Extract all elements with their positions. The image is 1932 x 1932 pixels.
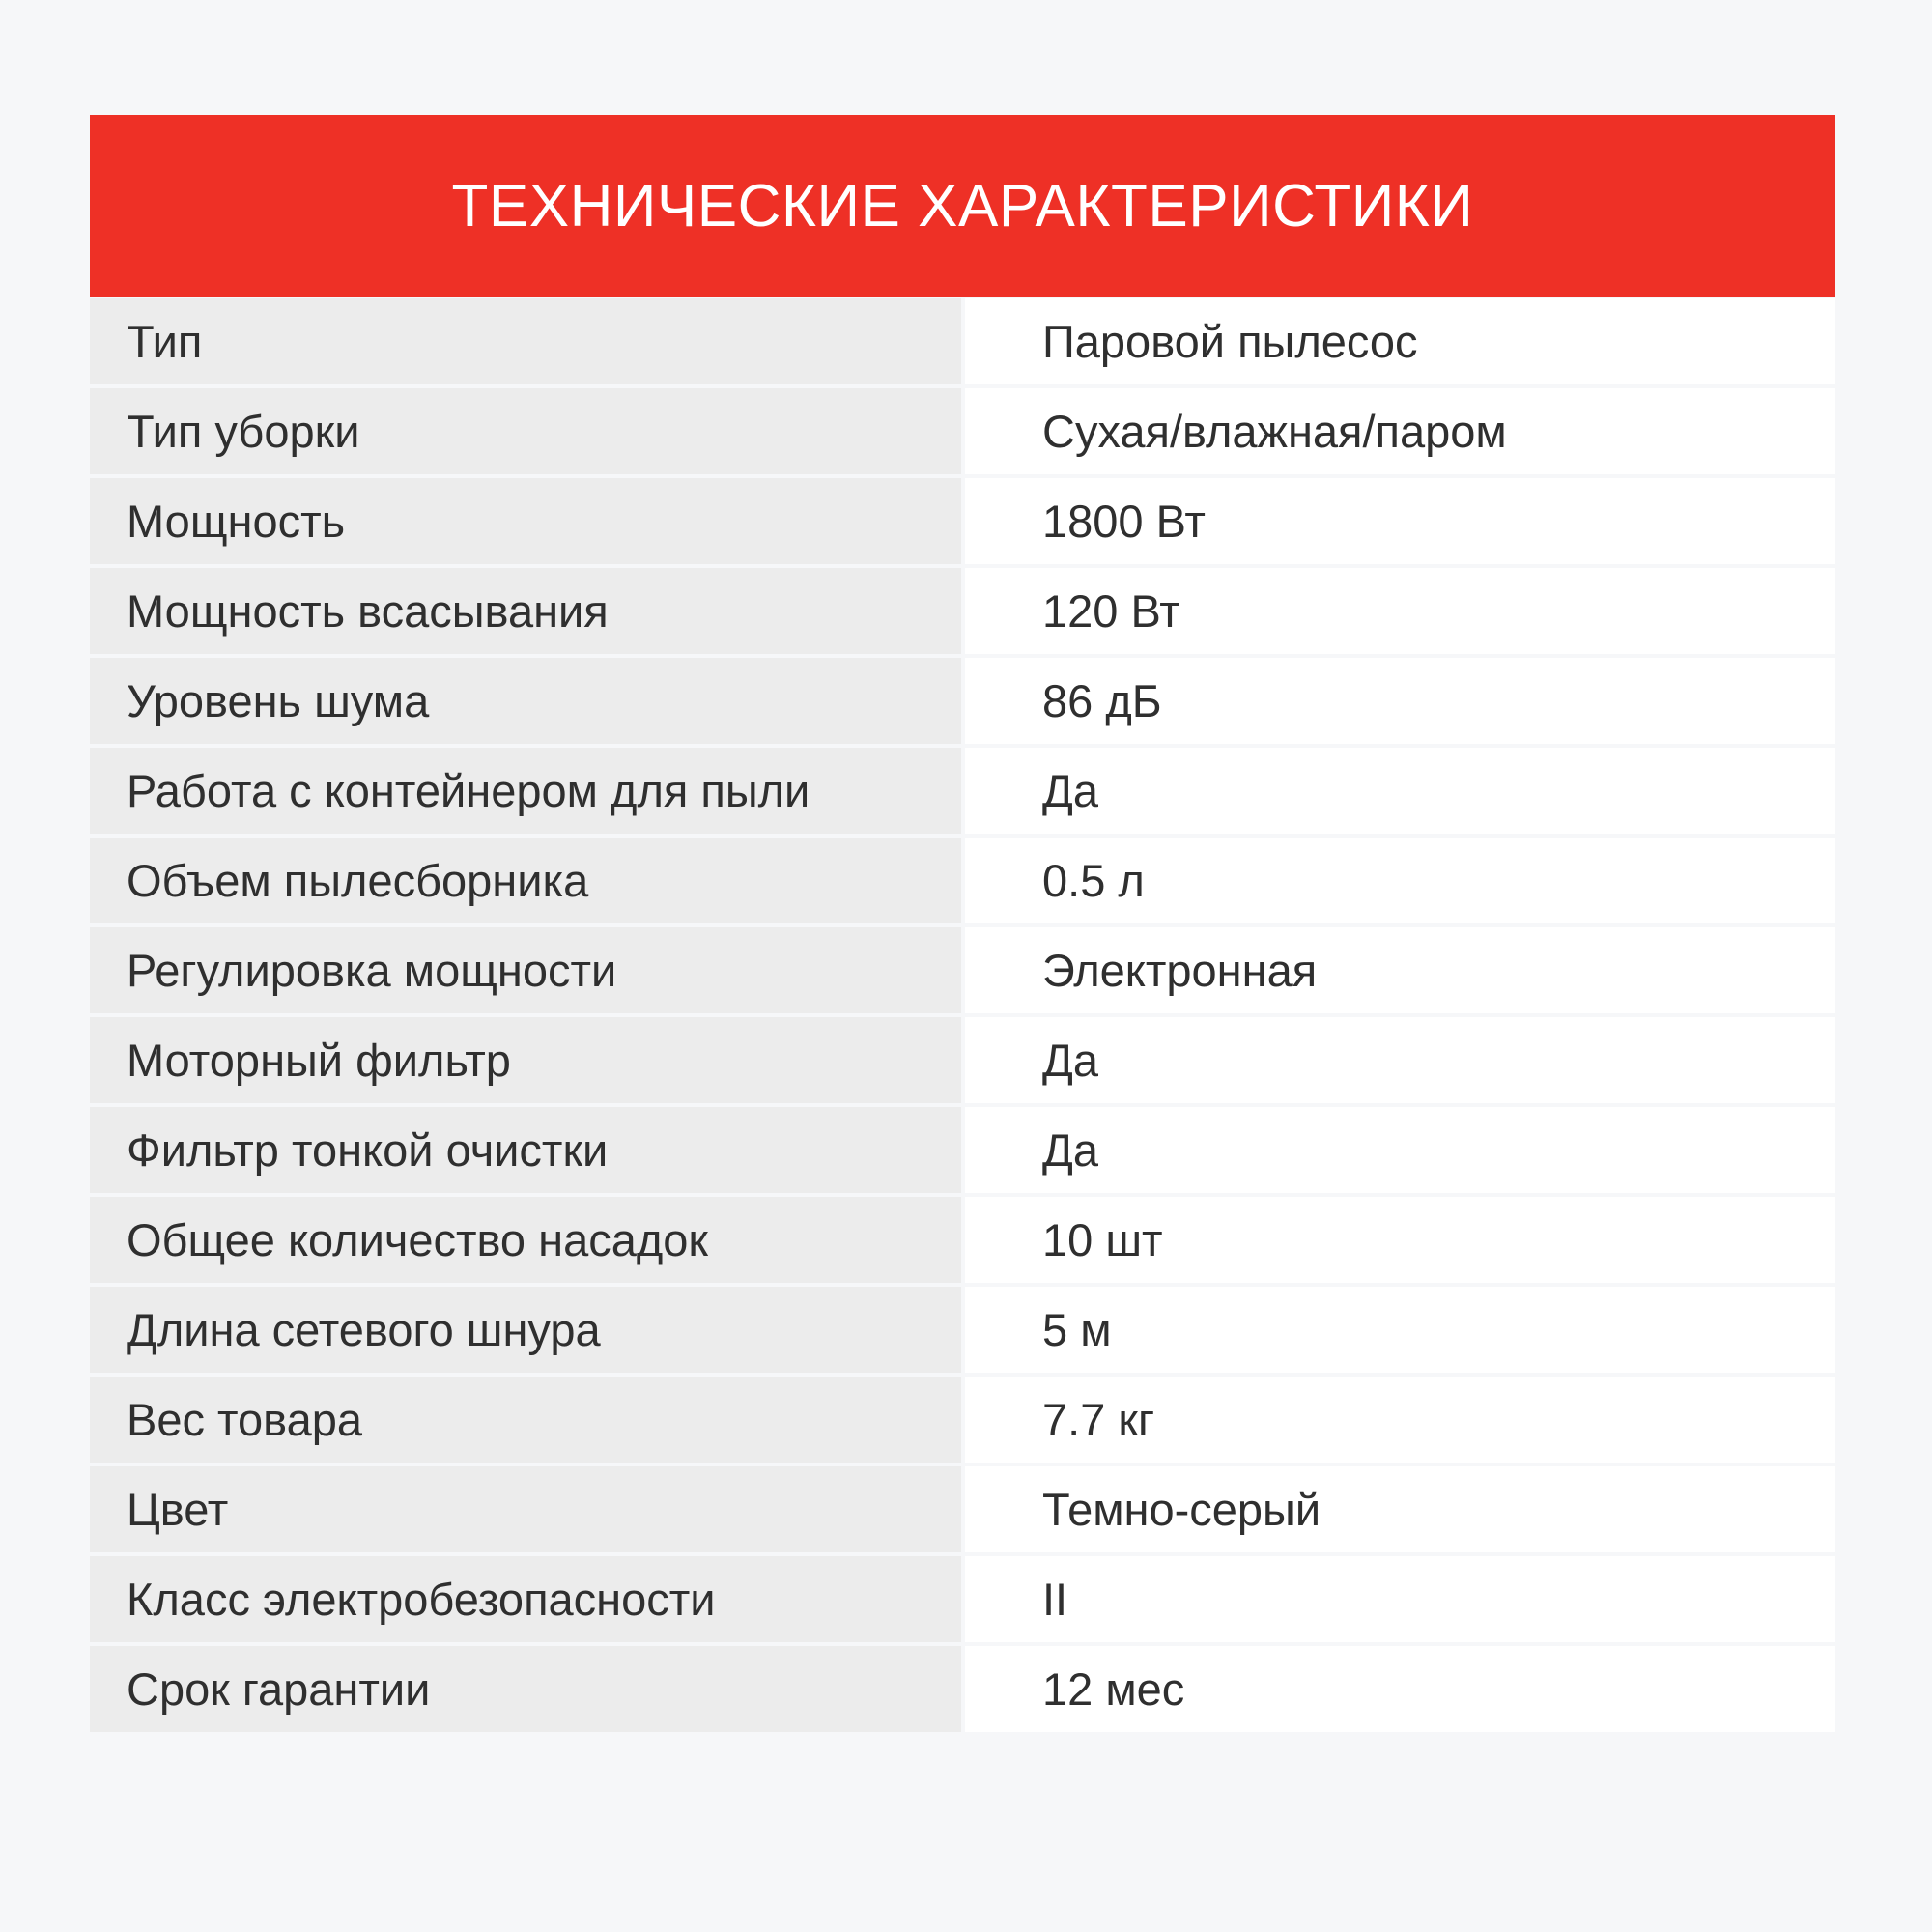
spec-label: Длина сетевого шнура xyxy=(90,1287,961,1373)
spec-label: Общее количество насадок xyxy=(90,1197,961,1283)
spec-label: Срок гарантии xyxy=(90,1646,961,1732)
spec-label: Цвет xyxy=(90,1466,961,1552)
spec-label: Объем пылесборника xyxy=(90,838,961,923)
table-row xyxy=(90,1107,1835,1193)
table-row xyxy=(90,748,1835,834)
spec-label: Регулировка мощности xyxy=(90,927,961,1013)
spec-value: 12 мес xyxy=(965,1646,1835,1732)
spec-label: Мощность xyxy=(90,478,961,564)
spec-value: 5 м xyxy=(965,1287,1835,1373)
spec-value: 120 Вт xyxy=(965,568,1835,654)
spec-label: Уровень шума xyxy=(90,658,961,744)
spec-label: Моторный фильтр xyxy=(90,1017,961,1103)
table-row xyxy=(90,388,1835,474)
table-row xyxy=(90,1466,1835,1552)
spec-table xyxy=(90,298,1835,1732)
spec-value: Электронная xyxy=(965,927,1835,1013)
spec-value: 10 шт xyxy=(965,1197,1835,1283)
table-row xyxy=(90,1377,1835,1463)
table-row xyxy=(90,1287,1835,1373)
spec-value: 0.5 л xyxy=(965,838,1835,923)
spec-label: Вес товара xyxy=(90,1377,961,1463)
table-row xyxy=(90,478,1835,564)
page-title: ТЕХНИЧЕСКИЕ ХАРАКТЕРИСТИКИ xyxy=(451,172,1474,240)
spec-label: Работа с контейнером для пыли xyxy=(90,748,961,834)
table-row xyxy=(90,298,1835,384)
spec-value: 1800 Вт xyxy=(965,478,1835,564)
spec-value: Паровой пылесос xyxy=(965,298,1835,384)
spec-label: Мощность всасывания xyxy=(90,568,961,654)
spec-header xyxy=(90,115,1835,297)
spec-value: Да xyxy=(965,1107,1835,1193)
spec-label: Тип xyxy=(90,298,961,384)
table-row xyxy=(90,927,1835,1013)
table-row xyxy=(90,838,1835,923)
spec-value: II xyxy=(965,1556,1835,1642)
table-row xyxy=(90,1197,1835,1283)
spec-label: Фильтр тонкой очистки xyxy=(90,1107,961,1193)
table-row xyxy=(90,658,1835,744)
spec-card xyxy=(90,115,1835,1732)
table-row xyxy=(90,1017,1835,1103)
table-row xyxy=(90,1646,1835,1732)
spec-value: Сухая/влажная/паром xyxy=(965,388,1835,474)
spec-label: Класс электробезопасности xyxy=(90,1556,961,1642)
table-row xyxy=(90,568,1835,654)
spec-value: 7.7 кг xyxy=(965,1377,1835,1463)
spec-value: Да xyxy=(965,748,1835,834)
spec-value: 86 дБ xyxy=(965,658,1835,744)
table-row xyxy=(90,1556,1835,1642)
spec-value: Да xyxy=(965,1017,1835,1103)
spec-value: Темно-серый xyxy=(965,1466,1835,1552)
spec-label: Тип уборки xyxy=(90,388,961,474)
